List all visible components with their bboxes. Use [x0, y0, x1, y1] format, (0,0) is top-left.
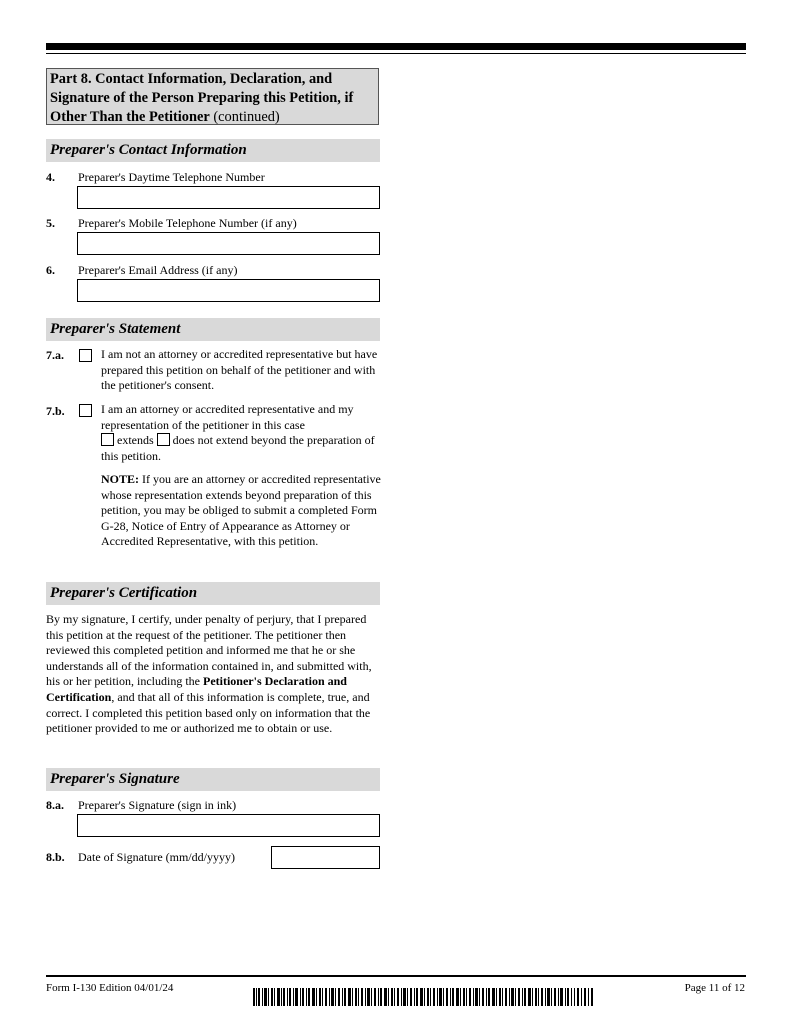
item-4-number: 4.	[46, 170, 55, 184]
top-rule-thin	[46, 53, 746, 54]
item-7b-number: 7.b.	[46, 404, 65, 418]
item-7a-number: 7.a.	[46, 348, 64, 362]
item-8b-number: 8.b.	[46, 850, 65, 864]
item-5-label: Preparer's Mobile Telephone Number (if any)	[78, 216, 297, 230]
section-certification-title: Preparer's Certification	[46, 582, 380, 605]
footer-rule	[46, 975, 746, 977]
certification-bold: Petitioner's Declaration and Certification	[46, 674, 347, 704]
certification-text-1: By my signature, I certify, under penalty of perjury, that I prepared this petition at the request of the petitioner. The petitioner then reviewed this completed petition and informed me that he or she understands all of the information contained in, and submitted with, his or her petition, including the	[46, 612, 372, 689]
extends-checkbox[interactable]	[101, 433, 114, 446]
signature-field[interactable]	[77, 814, 380, 837]
certification-text	[46, 612, 380, 737]
email-field[interactable]	[77, 279, 380, 302]
item-7b-text-1: I am an attorney or accredited representative and my representation of the petitioner in this case	[101, 402, 354, 432]
does-not-extend-checkbox[interactable]	[157, 433, 170, 446]
item-6-label: Preparer's Email Address (if any)	[78, 263, 238, 277]
part-title: Part 8. Contact Information, Declaration, and Signature of the Person Preparing this Petition, if Other Than the Petitioner	[50, 71, 354, 125]
item-7b-text	[101, 402, 383, 464]
section-statement-title: Preparer's Statement	[46, 318, 380, 341]
item-7a-text: I am not an attorney or accredited representative but have prepared this petition on behalf of the petitioner and with the petitioner's consent.	[101, 347, 378, 393]
form-edition: Form I-130 Edition 04/01/24	[46, 982, 174, 994]
part-continued: (continued)	[213, 109, 280, 125]
extends-label: extends	[117, 433, 154, 448]
top-rule-thick	[46, 43, 746, 50]
item-4-label: Preparer's Daytime Telephone Number	[78, 170, 265, 184]
note-text	[101, 472, 383, 550]
signature-date-field[interactable]	[271, 846, 380, 869]
item-5-number: 5.	[46, 216, 55, 230]
not-attorney-checkbox[interactable]	[79, 349, 92, 362]
certification-text-2: , and that all of this information is complete, true, and correct. I completed this petition based only on information that the petitioner provided to me or authorized me to obtain or use.	[46, 689, 371, 736]
mobile-phone-field[interactable]	[77, 232, 380, 255]
note-label: NOTE:	[101, 472, 140, 486]
note-body: If you are an attorney or accredited representative whose representation extends beyond preparation of this petition, you may be obliged to submit a completed Form G-28, Notice of Entry of Appearance as Attorney or Accredited Representative, with this petition.	[101, 472, 381, 549]
page-number: Page 11 of 12	[684, 982, 745, 994]
attorney-checkbox[interactable]	[79, 404, 92, 417]
item-8a-number: 8.a.	[46, 798, 64, 812]
barcode-icon	[253, 988, 593, 1006]
section-signature-title: Preparer's Signature	[46, 768, 380, 791]
part-header	[46, 68, 379, 125]
daytime-phone-field[interactable]	[77, 186, 380, 209]
item-6-number: 6.	[46, 263, 55, 277]
does-not-extend-label: does not extend beyond the preparation of this petition.	[101, 433, 375, 463]
item-8b-label: Date of Signature (mm/dd/yyyy)	[78, 850, 235, 864]
item-8a-label: Preparer's Signature (sign in ink)	[78, 798, 237, 812]
section-contact-title: Preparer's Contact Information	[46, 139, 380, 162]
